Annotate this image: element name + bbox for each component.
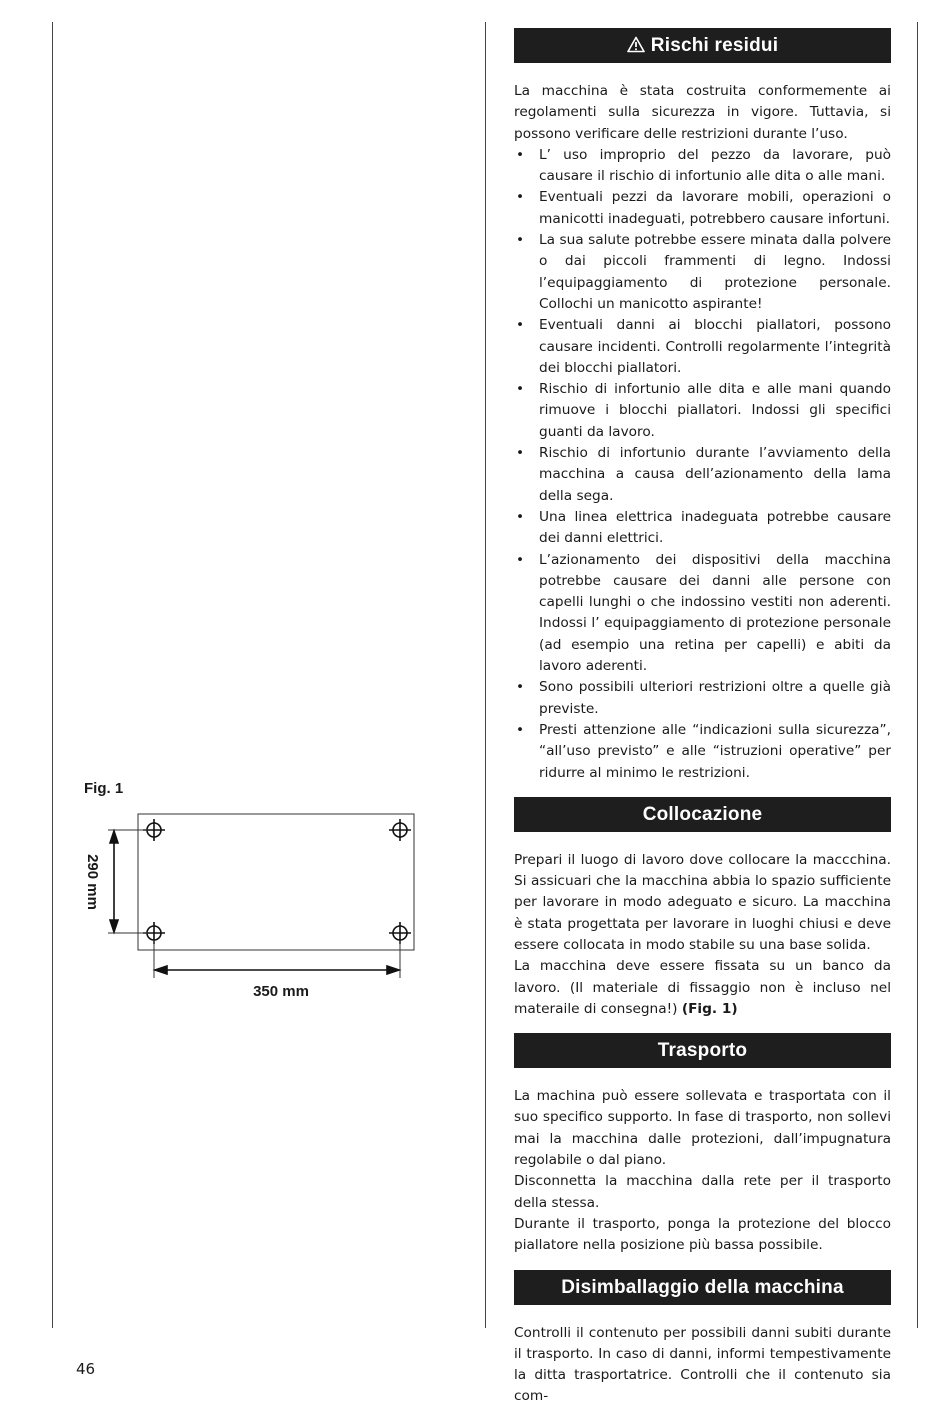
list-item: • Sono possibili ulteriori restrizioni oltre a quelle già previste. [514, 677, 891, 720]
collocazione-paragraph-2-text: La macchina deve essere fissata su un banco da lavoro. (Il materiale di fissaggio non è incluso nel materaile di consegna!) [514, 958, 891, 1017]
section-header-collocazione: Collocazione [514, 797, 891, 832]
list-item: • Eventuali pezzi da lavorare mobili, operazioni o manicotti inadeguati, potrebbero causare infortuni. [514, 187, 891, 230]
list-item: • Eventuali danni ai blocchi piallatori, possono causare incidenti. Controlli regolarmente l’integrità dei blocchi piallatori. [514, 315, 891, 379]
rischi-text [514, 81, 891, 784]
warning-triangle-icon [627, 30, 645, 65]
base-plate-outline [138, 814, 414, 950]
trasporto-paragraph-2: Disconnetta la macchina dalla rete per il trasporto della stessa. [514, 1173, 891, 1211]
mounting-hole-diagram [80, 800, 440, 1014]
width-dimension-line [155, 966, 399, 974]
list-item: • La sua salute potrebbe essere minata dalla polvere o dai piccoli frammenti di legno. Indossi l’equipaggiamento di protezione personale. Collochi un manicotto aspirante! [514, 230, 891, 315]
left-margin-line [52, 22, 53, 1328]
section-header-rischi-residui [514, 28, 891, 63]
mounting-hole-top-right [389, 819, 411, 841]
right-column [514, 28, 891, 1408]
list-item: • Rischio di infortunio durante l’avviamento della macchina a causa dell’azionamento della lama della sega. [514, 443, 891, 507]
right-margin-line [917, 22, 918, 1328]
section-title: Rischi residui [650, 35, 779, 56]
disimballaggio-text [514, 1323, 891, 1408]
list-item: • Rischio di infortunio alle dita e alle mani quando rimuove i blocchi piallatori. Indossi gli specifici guanti da lavoro. [514, 379, 891, 443]
list-item: • Presti attenzione alle “indicazioni sulla sicurezza”, “all’uso previsto” e alle “istruzioni operative” per ridurre al minimo le restrizioni. [514, 720, 891, 784]
disimballaggio-paragraph-1: Controlli il contenuto per possibili danni subiti durante il trasporto. In caso di danni, informi tempestivamente la ditta trasportatrice. Controlli che il contenuto sia com- [514, 1324, 891, 1405]
collocazione-paragraph-1: Prepari il luogo di lavoro dove collocare la maccchina. Si assicuari che la macchina abbia lo spazio sufficiente per lavorare in modo adeguato e sicuro. La macchina è stata progettata per lavorare in luoghi chiusi e deve essere collocata in modo stabile su una base solida. [514, 851, 891, 953]
height-dimension-line [110, 831, 118, 932]
center-divider-line [485, 22, 486, 1328]
list-item: • L’ uso improprio del pezzo da lavorare, può causare il rischio di infortunio alle dita o alle mani. [514, 145, 891, 188]
figure-reference: (Fig. 1) [681, 1000, 738, 1017]
height-dimension-label: 290 mm [84, 854, 101, 910]
width-dimension-label: 350 mm [253, 983, 309, 1000]
section-header-disimballaggio: Disimballaggio della macchina [514, 1270, 891, 1305]
trasporto-paragraph-1: La machina può essere sollevata e trasportata con il suo specifico supporto. In fase di trasporto, non sollevi mai la macchina dalle protezioni, dall’impugnatura regolabile o dal piano. [514, 1088, 891, 1169]
trasporto-text [514, 1086, 891, 1256]
figure-label: Fig. 1 [84, 780, 124, 797]
list-item: • L’azionamento dei dispositivi della macchina potrebbe causare dei danni alle persone con capelli lunghi o che indossino vestiti non aderenti. Indossi l’ equipaggiamento di protezione personale (ad esempio una retina per capelli) e abiti da lavoro aderenti. [514, 550, 891, 678]
rischi-intro: La macchina è stata costruita conformemente ai regolamenti sulla sicurezza in vigore. Tuttavia, si possono verificare delle restrizioni durante l’uso. [514, 83, 891, 142]
section-header-trasporto: Trasporto [514, 1033, 891, 1068]
page-number: 46 [76, 1360, 96, 1378]
collocazione-text [514, 850, 891, 1020]
trasporto-paragraph-3: Durante il trasporto, ponga la protezione del blocco piallatore nella posizione più bassa possibile. [514, 1215, 891, 1254]
collocazione-paragraph-2 [514, 956, 891, 1020]
rischi-bullet-list [514, 145, 891, 784]
list-item: • Una linea elettrica inadeguata potrebbe causare dei danni elettrici. [514, 507, 891, 550]
